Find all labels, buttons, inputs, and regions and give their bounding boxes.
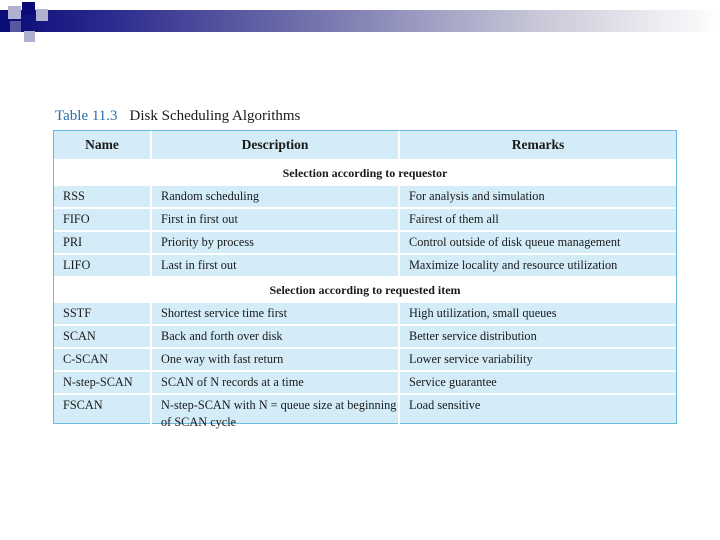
- decor-square: [10, 21, 21, 32]
- cell-remarks: For analysis and simulation: [399, 186, 676, 208]
- cell-remarks: Better service distribution: [399, 325, 676, 348]
- cell-remarks: Control outside of disk queue management: [399, 231, 676, 254]
- cell-description: SCAN of N records at a time: [151, 371, 399, 394]
- cell-remarks: Fairest of them all: [399, 208, 676, 231]
- cell-name: PRI: [63, 235, 83, 249]
- cell-name: FIFO: [63, 212, 90, 226]
- cell-description: Back and forth over disk: [151, 325, 399, 348]
- cell-name: SSTF: [63, 306, 92, 320]
- decor-square: [36, 9, 48, 21]
- cell-remarks: High utilization, small queues: [399, 303, 676, 325]
- table-row: [54, 231, 676, 254]
- table-row: [54, 348, 676, 371]
- column-header: Remarks: [399, 131, 676, 160]
- decor-square: [22, 2, 35, 15]
- cell-description: Shortest service time first: [151, 303, 399, 325]
- cell-remarks: Maximize locality and resource utilization: [399, 254, 676, 277]
- table-row: [54, 325, 676, 348]
- column-header: Description: [151, 131, 399, 160]
- cell-remarks: Lower service variability: [399, 348, 676, 371]
- cell-name: SCAN: [63, 329, 96, 343]
- slide-header-bar: [0, 10, 720, 32]
- table-row: [54, 186, 676, 208]
- column-header: Name: [85, 137, 119, 152]
- section-row: [54, 160, 676, 186]
- table-caption: [55, 108, 300, 125]
- cell-name: N-step-SCAN: [63, 375, 133, 389]
- disk-scheduling-table: [53, 130, 677, 429]
- decor-square: [8, 6, 21, 19]
- cell-description: Last in first out: [151, 254, 399, 277]
- cell-description: Random scheduling: [151, 186, 399, 208]
- cell-description: N-step-SCAN with N = queue size at beginning of SCAN cycle: [151, 394, 399, 433]
- table-row: [54, 208, 676, 231]
- section-row: [54, 277, 676, 303]
- section-title: Selection according to requested item: [54, 277, 676, 303]
- table-row: [54, 394, 676, 433]
- table-number: Table 11.3: [55, 108, 118, 124]
- cell-name: RSS: [63, 189, 85, 203]
- cell-description: First in first out: [151, 208, 399, 231]
- decor-square: [24, 31, 35, 42]
- cell-remarks: Service guarantee: [399, 371, 676, 394]
- table-header-row: [54, 131, 676, 160]
- section-title: Selection according to requestor: [54, 160, 676, 186]
- cell-name: FSCAN: [63, 398, 103, 412]
- table-row: [54, 303, 676, 325]
- table-row: [54, 254, 676, 277]
- cell-description: One way with fast return: [151, 348, 399, 371]
- table-row: [54, 371, 676, 394]
- cell-name: C-SCAN: [63, 352, 109, 366]
- table-title: Disk Scheduling Algorithms: [129, 108, 301, 124]
- cell-name: LIFO: [63, 258, 91, 272]
- cell-remarks: Load sensitive: [399, 394, 676, 433]
- cell-description: Priority by process: [151, 231, 399, 254]
